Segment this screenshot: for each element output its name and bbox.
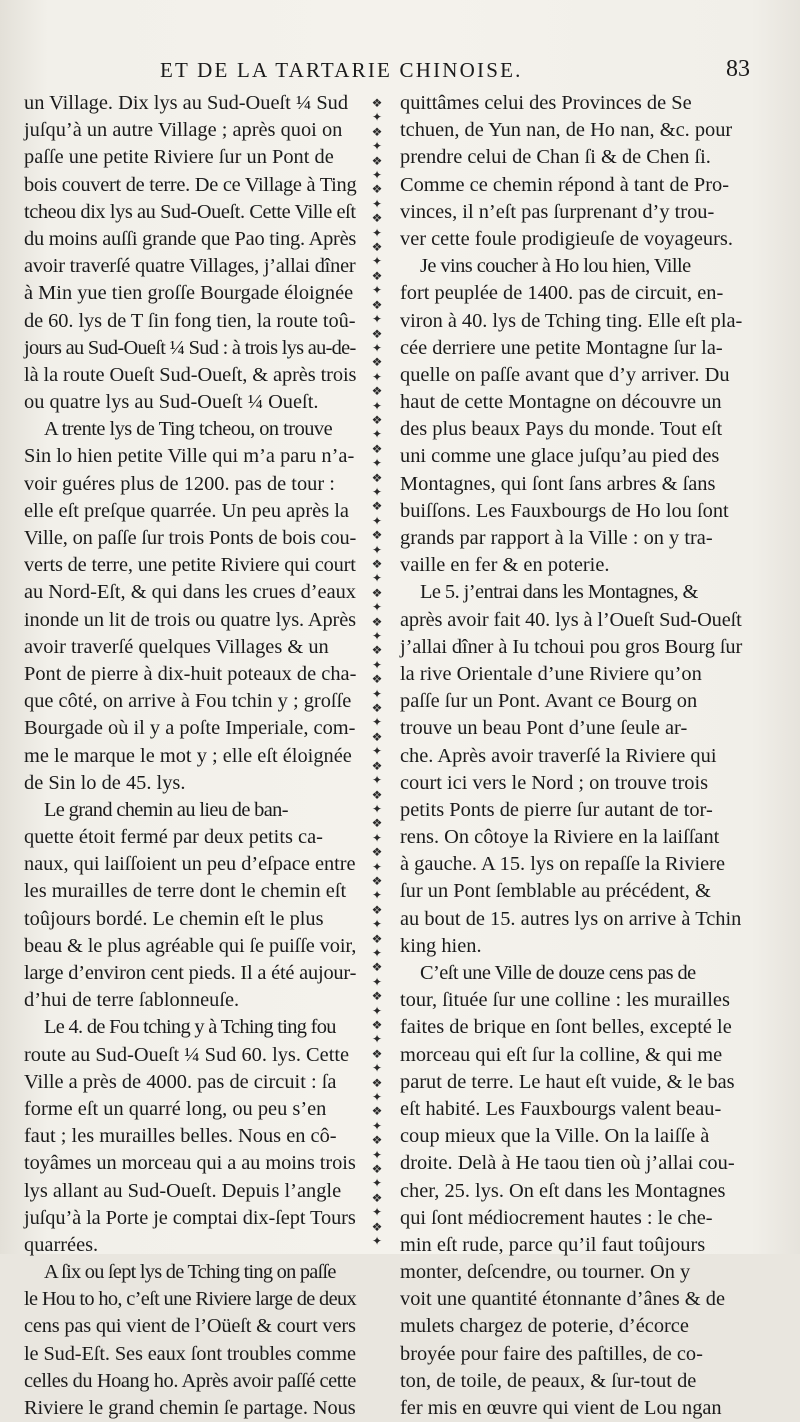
text-line: voit une quantité étonnante d’ânes & de xyxy=(400,1288,726,1311)
text-line: jours au Sud-Oueſt ¼ Sud : à trois lys au-de- xyxy=(24,336,356,359)
text-line: bois couvert de terre. De ce Village à Ting xyxy=(24,173,357,196)
text-line: faites de brique en ſont belles, excepté le xyxy=(400,1016,732,1039)
ornamental-column-divider: ❖ ✦ ❖ ✦ ❖ ✦ ❖ ✦ ❖ ✦ ❖ ✦ ❖ ✦ ❖ ✦ ❖ ✦ ❖ ✦ ❖ ✦ ❖ ✦ ❖ ✦ ❖ ✦ ❖ ✦ ❖ ✦ ❖ ✦ ❖ ✦ ❖ ✦ ❖ ✦ ❖ ✦ ❖ ✦ ❖ ✦ ❖ ✦ ❖ ✦ ❖ ✦ ❖ ✦ ❖ ✦ ❖ ✦ ❖ ✦ ❖ ✦ ❖ ✦ ❖ ✦ ❖ ✦ ❖ ✦ ❖ ✦ ❖ ✦ ❖ ✦ ❖ ✦ ❖ ✦ xyxy=(371,96,383,1246)
text-line: Montagnes, qui ſont ſans arbres & ſans xyxy=(400,472,716,495)
text-line: king hien. xyxy=(400,934,482,957)
text-line: Sin lo hien petite Ville qui m’a paru n’a- xyxy=(24,445,355,468)
text-line: Le 4. de Fou tching y à Tching ting fou xyxy=(44,1016,336,1039)
text-line: la rive Orientale d’une Riviere qu’on xyxy=(400,662,702,685)
text-line: viron à 40. lys de Tching ting. Elle eſt pla- xyxy=(400,309,743,332)
text-line: route au Sud-Oueſt ¼ Sud 60. lys. Cette xyxy=(24,1043,350,1066)
running-title: ET DE LA TARTARIE CHINOISE. xyxy=(160,58,523,82)
text-line: Ville, on paſſe ſur trois Ponts de bois cou- xyxy=(24,527,357,549)
text-line: elle eſt preſque quarrée. Un peu après la xyxy=(24,499,349,522)
text-line: quittâmes celui des Provinces de Se xyxy=(400,92,692,114)
page-number: 83 xyxy=(726,56,750,82)
text-line: court ici vers le Nord ; on trouve trois xyxy=(400,771,709,794)
text-line: min eſt rude, parce qu’il faut toûjours xyxy=(400,1233,706,1256)
text-line: A trente lys de Ting tcheou, on trouve xyxy=(44,418,333,441)
text-line: des plus beaux Pays du monde. Tout eſt xyxy=(400,418,723,441)
text-line: Pont de pierre à dix-huit poteaux de cha- xyxy=(24,662,357,685)
text-line: tcheou dix lys au Sud-Oueſt. Cette Ville eſt xyxy=(24,200,356,223)
text-line: vaille en fer & en poterie. xyxy=(400,554,610,577)
text-line: avoir traverſé quelques Villages & un xyxy=(24,635,329,658)
text-line: paſſe ſur un Pont. Avant ce Bourg on xyxy=(400,690,698,713)
text-line: à Min yue tien groſſe Bourgade éloignée xyxy=(24,282,354,305)
text-line: les murailles de terre dont le chemin eſt xyxy=(24,880,347,903)
page-header xyxy=(150,58,750,88)
text-line: mulets chargez de poterie, d’écorce xyxy=(400,1315,689,1338)
text-line: rens. On côtoye la Riviere en la laiſſant xyxy=(400,826,720,849)
text-line: petits Ponts de pierre ſur autant de tor- xyxy=(400,798,713,821)
text-line: inonde un lit de trois ou quatre lys. Après xyxy=(24,608,356,631)
text-line: celles du Hoang ho. Après avoir paſſé cette xyxy=(24,1369,356,1392)
text-line: ſur un Pont ſemblable au précédent, & xyxy=(400,880,711,903)
text-line: monter, deſcendre, ou tourner. On y xyxy=(400,1261,691,1284)
text-line: cher, 25. lys. On eſt dans les Montagnes xyxy=(400,1179,726,1202)
text-line: eſt habité. Les Fauxbourgs valent beau- xyxy=(400,1097,722,1120)
text-line: Le grand chemin au lieu de ban- xyxy=(44,798,288,821)
text-line: prendre celui de Chan ſi & de Chen ſi. xyxy=(400,146,711,169)
text-line: juſqu’à la Porte je comptai dix-ſept Tours xyxy=(24,1206,356,1229)
text-line: morceau qui eſt ſur la colline, & qui me xyxy=(400,1043,723,1066)
text-line: au bout de 15. autres lys on arrive à Tchin xyxy=(400,907,742,930)
text-line: beau & le plus agréable qui ſe puiſſe voir, xyxy=(24,934,357,957)
text-line: quette étoit fermé par deux petits ca- xyxy=(24,826,323,849)
text-line: trouve un beau Pont d’une ſeule ar- xyxy=(400,717,688,740)
text-line: de 60. lys de T ſin fong tien, la route toû- xyxy=(24,309,356,332)
text-line: cens pas qui vient de l’Oüeſt & court vers xyxy=(24,1315,356,1338)
text-line: que côté, on arrive à Fou tchin y ; groſſe xyxy=(24,690,352,713)
text-line: le Hou to ho, c’eſt une Riviere large de deux xyxy=(24,1288,357,1311)
text-line: après avoir fait 40. lys à l’Oueſt Sud-Oueſt xyxy=(400,608,742,631)
right-text-column xyxy=(400,90,742,1422)
text-line: A ſix ou ſept lys de Tching ting on paſſe xyxy=(44,1261,336,1284)
text-line: naux, qui laiſſoient un peu d’eſpace entre xyxy=(24,853,356,876)
text-line: ton, de toile, de peaux, & ſur-tout de xyxy=(400,1369,697,1392)
text-line: fer mis en œuvre qui vient de Lou ngan xyxy=(400,1397,722,1419)
text-line: tchuen, de Yun nan, de Ho nan, &c. pour xyxy=(400,119,733,142)
text-line: fort peuplée de 1400. pas de circuit, en- xyxy=(400,282,724,305)
text-line: toûjours bordé. Le chemin eſt le plus xyxy=(24,907,324,930)
text-line: ou quatre lys au Sud-Oueſt ¼ Oueſt. xyxy=(24,391,319,414)
text-line: quarrées. xyxy=(24,1233,99,1256)
text-line: forme eſt un quarré long, ou peu s’en xyxy=(24,1097,327,1120)
left-text-column xyxy=(24,90,356,1422)
text-line: broyée pour faire des paſtilles, de co- xyxy=(400,1342,703,1365)
text-line: buiſſons. Les Fauxbourgs de Ho lou ſont xyxy=(400,499,729,522)
text-line: cée derriere une petite Montagne ſur la- xyxy=(400,336,723,359)
text-line: du moins auſſi grande que Pao ting. Après xyxy=(24,227,357,250)
text-line: Riviere le grand chemin ſe partage. Nous xyxy=(24,1397,356,1419)
text-line: grands par rapport à la Ville : on y tra- xyxy=(400,527,713,549)
text-line: au Nord-Eſt, & qui dans les crues d’eaux xyxy=(24,581,356,604)
text-line: quelle on paſſe avant que d’y arriver. Du xyxy=(400,363,730,386)
text-line: Bourgade où il y a poſte Imperiale, com- xyxy=(24,717,356,740)
text-line: paſſe une petite Riviere ſur un Pont de xyxy=(24,146,334,169)
text-line: C’eſt une Ville de douze cens pas de xyxy=(420,962,696,984)
text-line: Je vins coucher à Ho lou hien, Ville xyxy=(420,255,691,278)
text-line: là la route Oueſt Sud-Oueſt, & après trois xyxy=(24,363,357,386)
text-line: lys allant au Sud-Oueſt. Depuis l’angle xyxy=(24,1179,342,1202)
text-line: Le 5. j’entrai dans les Montagnes, & xyxy=(420,581,698,604)
text-line: qui ſont médiocrement hautes : le che- xyxy=(400,1206,713,1229)
text-line: j’allai dîner à Iu tchoui pou gros Bourg ſur xyxy=(400,635,743,658)
text-line: un Village. Dix lys au Sud-Oueſt ¼ Sud xyxy=(24,92,349,114)
text-line: juſqu’à un autre Village ; après quoi on xyxy=(24,119,343,142)
text-line: uni comme une glace juſqu’au pied des xyxy=(400,445,720,468)
text-line: avoir traverſé quatre Villages, j’allai dîner xyxy=(24,255,356,278)
text-line: droite. Delà à He taou tien où j’allai cou- xyxy=(400,1152,735,1175)
text-line: haut de cette Montagne on découvre un xyxy=(400,391,722,414)
text-line: toyâmes un morceau qui a au moins trois xyxy=(24,1152,356,1175)
text-line: faut ; les murailles belles. Nous en cô- xyxy=(24,1125,337,1148)
text-line: voir guéres plus de 1200. pas de tour : xyxy=(24,472,335,495)
text-line: le Sud-Eſt. Ses eaux ſont troubles comme xyxy=(24,1342,356,1365)
text-line: tour, ſituée ſur une colline : les murailles xyxy=(400,989,730,1012)
text-line: me le marque le mot y ; elle eſt éloignée xyxy=(24,744,352,767)
text-line: che. Après avoir traverſé la Riviere qui xyxy=(400,744,717,767)
text-line: verts de terre, une petite Riviere qui court xyxy=(24,554,356,577)
text-line: d’hui de terre ſablonneuſe. xyxy=(24,989,240,1012)
text-line: vinces, il n’eſt pas ſurprenant d’y trou- xyxy=(400,200,715,223)
text-line: à gauche. A 15. lys on repaſſe la Riviere xyxy=(400,853,726,876)
text-line: de Sin lo de 45. lys. xyxy=(24,771,186,794)
text-line: coup mieux que la Ville. On la laiſſe à xyxy=(400,1125,710,1148)
text-line: Comme ce chemin répond à tant de Pro- xyxy=(400,173,729,196)
text-line: large d’environ cent pieds. Il a été aujour- xyxy=(24,962,357,984)
text-line: Ville a près de 4000. pas de circuit : ſa xyxy=(24,1070,337,1093)
text-line: ver cette foule prodigieuſe de voyageurs. xyxy=(400,227,733,250)
text-line: parut de terre. Le haut eſt vuide, & le bas xyxy=(400,1070,735,1093)
